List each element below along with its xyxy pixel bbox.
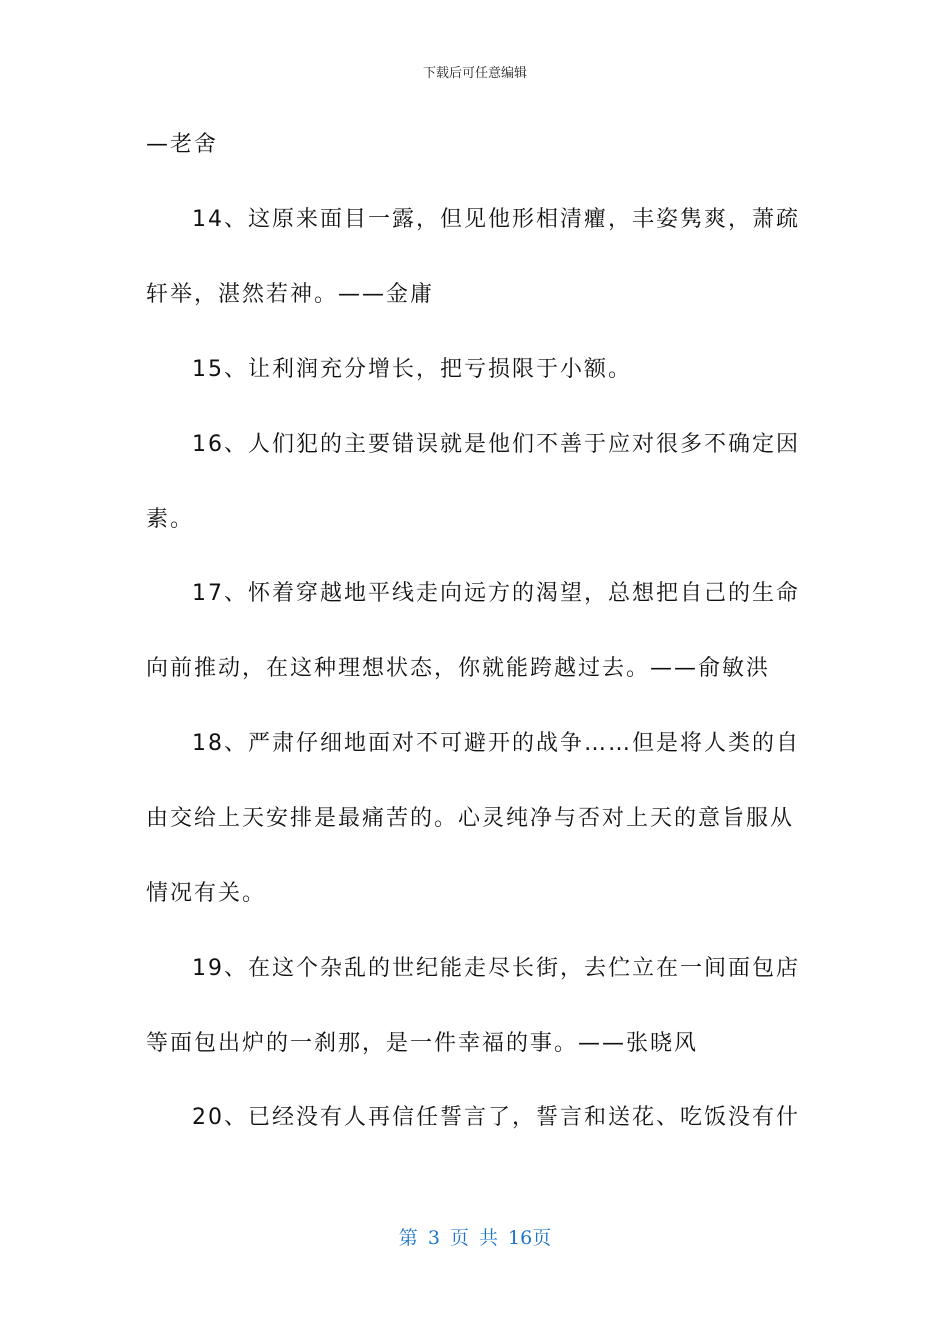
text-line: 14、这原来面目一露，但见他形相清癯，丰姿隽爽，萧疏 [192, 207, 800, 232]
text-line: 情况有关。 [146, 881, 267, 906]
text-line: 轩举，湛然若神。——金庸 [146, 282, 435, 307]
page-header: 下载后可任意编辑 [422, 66, 527, 81]
text-line: 16、人们犯的主要错误就是他们不善于应对很多不确定因 [192, 432, 800, 457]
text-line: 素。 [146, 507, 195, 532]
text-line: 20、已经没有人再信任誓言了，誓言和送花、吃饭没有什 [192, 1105, 800, 1130]
text-line: 15、让利润充分增长，把亏损限于小额。 [192, 357, 632, 382]
text-line: 向前推动，在这种理想状态，你就能跨越过去。——俞敏洪 [146, 656, 771, 681]
text-line: 由交给上天安排是最痛苦的。心灵纯净与否对上天的意旨服从 [146, 806, 795, 831]
page-number-footer: 第 3 页 共 16页 [398, 1227, 552, 1249]
text-line: 18、严肃仔细地面对不可避开的战争……但是将人类的自 [192, 731, 800, 756]
text-line: 等面包出炉的一刹那，是一件幸福的事。——张晓风 [146, 1031, 699, 1056]
text-line: —老舍 [146, 132, 219, 157]
text-line: 17、怀着穿越地平线走向远方的渴望，总想把自己的生命 [192, 581, 800, 606]
text-line: 19、在这个杂乱的世纪能走尽长街，去伫立在一间面包店 [192, 956, 800, 981]
